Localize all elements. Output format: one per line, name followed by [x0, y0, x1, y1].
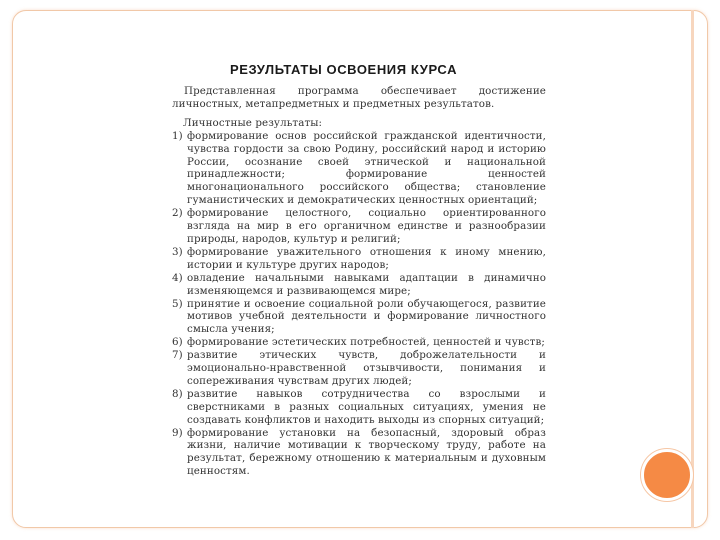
item-text: формирование уважительного отношения к иному мнению, истории и культуре других народов; [187, 245, 546, 271]
section-subheading: Личностные результаты: [183, 116, 323, 129]
list-item [172, 349, 546, 388]
list-item [172, 130, 546, 207]
item-text: формирование целостного, социально ориентированного взгляда на мир в его органичном единстве и разнообразии природы, народов, культур и религий; [187, 207, 546, 245]
item-text: формирование основ российской гражданской идентичности, чувства гордости за свою Родину, российский народ и историю России, осознание своей этнической и национальной принадлежности; формирование ценностей многонационального российского общества; становление гуманистических и демократических ценностных ориентаций; [187, 129, 546, 207]
list-item [172, 427, 546, 479]
item-number: 9) [172, 426, 183, 439]
item-number: 4) [172, 271, 183, 284]
item-text: овладение начальными навыками адаптации в динамично изменяющемся и развивающемся мире; [187, 271, 546, 297]
item-text: развитие навыков сотрудничества со взрослыми и сверстниками в разных социальных ситуациях, умения не создавать конфликтов и находить выходы из спорных ситуаций; [187, 387, 546, 426]
list-item [172, 272, 546, 298]
list-item [172, 336, 546, 349]
list-item [172, 246, 546, 272]
results-list [172, 130, 546, 478]
list-item [172, 207, 546, 246]
item-number: 3) [172, 245, 183, 258]
page-title: РЕЗУЛЬТАТЫ ОСВОЕНИЯ КУРСА [230, 62, 458, 77]
item-text: формирование установки на безопасный, здоровый образ жизни, наличие мотивации к творческому труду, работе на результат, бережному отношению к материальным и духовным ценностям. [187, 426, 546, 478]
item-number: 6) [172, 336, 183, 349]
item-number: 1) [172, 129, 183, 142]
item-number: 5) [172, 297, 183, 310]
intro-paragraph: Представленная программа обеспечивает достижение личностных, метапредметных и предметных результатов. [172, 85, 546, 110]
list-item [172, 298, 546, 337]
item-text: развитие этических чувств, доброжелательности и эмоционально-нравственной отзывчивости, понимания и сопереживания чувствам других людей; [187, 349, 546, 387]
slide-edge-strip [691, 10, 694, 528]
item-number: 8) [172, 387, 183, 400]
decorative-circle [641, 449, 693, 501]
document-body [172, 85, 546, 478]
item-text: формирование эстетических потребностей, ценностей и чувств; [187, 336, 545, 349]
item-number: 7) [172, 349, 183, 362]
item-number: 2) [172, 207, 183, 220]
item-text: принятие и освоение социальной роли обучающегося, развитие мотивов учебной деятельности и формирование личностного смысла учения; [187, 297, 546, 336]
list-item [172, 388, 546, 427]
